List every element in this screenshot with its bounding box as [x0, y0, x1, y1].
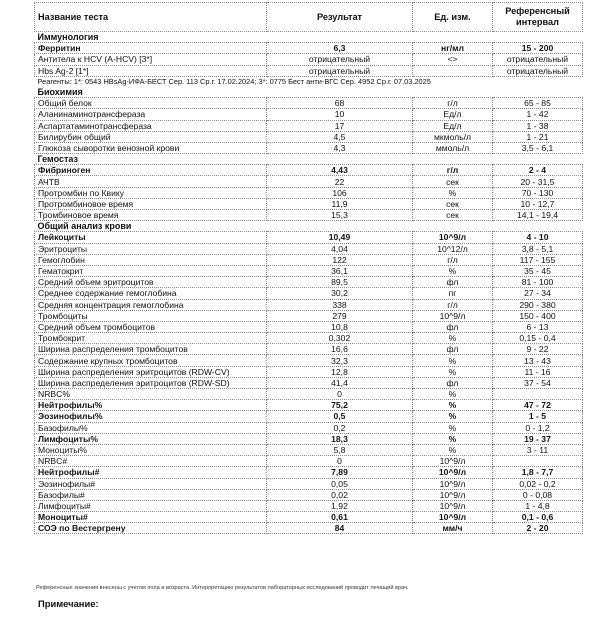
table-row	[35, 321, 583, 332]
cell-reference: 0,02 - 0,2	[493, 478, 583, 489]
table-row	[35, 478, 583, 489]
cell-result: 89,5	[267, 277, 413, 288]
table-row	[35, 187, 583, 198]
cell-test-name: Содержание крупных тромбоцитов	[35, 355, 267, 366]
cell-result: 0,2	[267, 422, 413, 433]
table-row	[35, 467, 583, 478]
table-row	[35, 355, 583, 366]
cell-reference: 3 - 11	[493, 444, 583, 455]
cell-unit: %	[413, 400, 493, 411]
cell-result: 4,43	[267, 165, 413, 176]
cell-reference: 35 - 45	[493, 265, 583, 276]
cell-reference: 1 - 4,8	[493, 500, 583, 511]
table-row	[35, 333, 583, 344]
cell-reference: 14,1 - 19,4	[493, 210, 583, 221]
cell-reference: 6 - 13	[493, 321, 583, 332]
cell-test-name: Лимфоциты%	[35, 433, 267, 444]
cell-reference: 1 - 5	[493, 411, 583, 422]
table-row	[35, 299, 583, 310]
cell-unit: Ед/л	[413, 120, 493, 131]
cell-result: 16,6	[267, 344, 413, 355]
table-row	[35, 400, 583, 411]
cell-test-name: Ширина распределения тромбоцитов	[35, 344, 267, 355]
cell-test-name: Билирубин общий	[35, 131, 267, 142]
table-row	[35, 366, 583, 377]
header-test-name: Название теста	[35, 3, 267, 32]
cell-unit: %	[413, 333, 493, 344]
table-row	[35, 422, 583, 433]
cell-unit: <>	[413, 54, 493, 65]
cell-reference: 4 - 10	[493, 232, 583, 243]
cell-reference: 290 - 380	[493, 299, 583, 310]
cell-reference: 81 - 100	[493, 277, 583, 288]
table-row	[35, 54, 583, 65]
table-row	[35, 254, 583, 265]
cell-test-name: NRBC%	[35, 389, 267, 400]
table-row	[35, 232, 583, 243]
table-row	[35, 243, 583, 254]
cell-unit: 10^9/л	[413, 310, 493, 321]
cell-test-name: Тромбоциты	[35, 310, 267, 321]
cell-unit: г/л	[413, 299, 493, 310]
table-row	[35, 210, 583, 221]
cell-unit: сек	[413, 176, 493, 187]
cell-test-name: Hbs Ag-2 [1*]	[35, 65, 267, 76]
cell-result: 122	[267, 254, 413, 265]
cell-result: 338	[267, 299, 413, 310]
section-row	[35, 87, 583, 98]
remark-label: Примечание:	[38, 598, 99, 609]
cell-test-name: Средний объем тромбоцитов	[35, 321, 267, 332]
cell-result: 10	[267, 109, 413, 120]
table-row	[35, 265, 583, 276]
cell-result: 279	[267, 310, 413, 321]
cell-result: 12,8	[267, 366, 413, 377]
cell-reference: 3,5 - 6,1	[493, 142, 583, 153]
cell-unit: 10^9/л	[413, 489, 493, 500]
cell-reference: отрицательный	[493, 54, 583, 65]
cell-result: 0,05	[267, 478, 413, 489]
cell-result: 36,1	[267, 265, 413, 276]
cell-unit: сек	[413, 198, 493, 209]
cell-result: отрицательный	[267, 54, 413, 65]
table-row	[35, 523, 583, 534]
results-body	[35, 32, 583, 534]
cell-test-name: Тромбокрит	[35, 333, 267, 344]
cell-unit: %	[413, 433, 493, 444]
cell-unit	[413, 65, 493, 76]
cell-test-name: Нейтрофилы%	[35, 400, 267, 411]
cell-unit: 10^9/л	[413, 478, 493, 489]
cell-reference: 2 - 4	[493, 165, 583, 176]
table-row	[35, 109, 583, 120]
section-title: Общий анализ крови	[37, 221, 132, 232]
cell-result: 7,89	[267, 467, 413, 478]
cell-reference: 37 - 54	[493, 377, 583, 388]
cell-test-name: Базофилы#	[35, 489, 267, 500]
cell-result: 0	[267, 456, 413, 467]
reagents-note: Реагенты: 1*: 0543 HBsAg-ИФА-БЕСТ Сер. 113 Ср.г. 17.02.2024; 3*: 0775 Бест анти-ВГС Сер. 4952 Ср.г. 07.03.2025	[37, 76, 431, 86]
cell-unit: %	[413, 422, 493, 433]
cell-result: 0,02	[267, 489, 413, 500]
cell-result: 17	[267, 120, 413, 131]
cell-result: 15,3	[267, 210, 413, 221]
table-row	[35, 344, 583, 355]
cell-reference: 1 - 21	[493, 131, 583, 142]
cell-reference: 1 - 38	[493, 120, 583, 131]
cell-result: 5,8	[267, 444, 413, 455]
cell-reference: 0 - 0,08	[493, 489, 583, 500]
cell-test-name: Лимфоциты#	[35, 500, 267, 511]
cell-reference: 27 - 34	[493, 288, 583, 299]
cell-unit: фл	[413, 277, 493, 288]
cell-reference: 19 - 37	[493, 433, 583, 444]
cell-test-name: NRBC#	[35, 456, 267, 467]
cell-result: 10,8	[267, 321, 413, 332]
table-row	[35, 500, 583, 511]
cell-unit: мм/ч	[413, 523, 493, 534]
section-title: Гемостаз	[37, 154, 78, 165]
cell-test-name: Нейтрофилы#	[35, 467, 267, 478]
cell-result: 30,2	[267, 288, 413, 299]
cell-unit: %	[413, 389, 493, 400]
cell-reference: 13 - 43	[493, 355, 583, 366]
table-row	[35, 310, 583, 321]
cell-test-name: Среднее содержание гемоглобина	[35, 288, 267, 299]
cell-test-name: Лейкоциты	[35, 232, 267, 243]
cell-result: отрицательный	[267, 65, 413, 76]
table-row	[35, 377, 583, 388]
cell-test-name: Ферритин	[35, 43, 267, 54]
section-row	[35, 221, 583, 232]
cell-test-name: Ширина распределения эритроцитов (RDW-SD)	[35, 377, 267, 388]
table-row	[35, 456, 583, 467]
cell-reference: 11 - 16	[493, 366, 583, 377]
cell-test-name: Ширина распределения эритроцитов (RDW-CV)	[35, 366, 267, 377]
cell-test-name: Эозинофилы%	[35, 411, 267, 422]
cell-unit: 10^9/л	[413, 456, 493, 467]
cell-result: 75,2	[267, 400, 413, 411]
cell-reference: 70 - 130	[493, 187, 583, 198]
table-row	[35, 489, 583, 500]
cell-reference: 0,15 - 0,4	[493, 333, 583, 344]
cell-reference: 15 - 200	[493, 43, 583, 54]
cell-test-name: Средняя концентрация гемоглобина	[35, 299, 267, 310]
cell-test-name: Базофилы%	[35, 422, 267, 433]
table-row	[35, 288, 583, 299]
table-row	[35, 176, 583, 187]
cell-result: 0	[267, 389, 413, 400]
table-row	[35, 98, 583, 109]
cell-result: 32,3	[267, 355, 413, 366]
table-row	[35, 43, 583, 54]
table-row	[35, 120, 583, 131]
cell-reference: 10 - 12,7	[493, 198, 583, 209]
cell-test-name: Моноциты%	[35, 444, 267, 455]
cell-result: 41,4	[267, 377, 413, 388]
cell-test-name: Эозинофилы#	[35, 478, 267, 489]
cell-result: 68	[267, 98, 413, 109]
cell-unit: фл	[413, 321, 493, 332]
cell-test-name: Аланинаминотрансфераза	[35, 109, 267, 120]
cell-result: 11,9	[267, 198, 413, 209]
cell-unit: ммоль/л	[413, 142, 493, 153]
cell-test-name: Протромбиновое время	[35, 198, 267, 209]
cell-reference: 150 - 400	[493, 310, 583, 321]
cell-test-name: Аспартатаминотрансфераза	[35, 120, 267, 131]
section-title: Иммунология	[37, 32, 99, 43]
cell-unit: %	[413, 444, 493, 455]
cell-unit: г/л	[413, 98, 493, 109]
cell-unit: фл	[413, 344, 493, 355]
cell-unit: %	[413, 411, 493, 422]
section-row	[35, 32, 583, 43]
cell-reference: отрицательный	[493, 65, 583, 76]
cell-result: 10,49	[267, 232, 413, 243]
cell-result: 4,3	[267, 142, 413, 153]
section-title: Биохимия	[37, 87, 83, 98]
cell-reference: 117 - 155	[493, 254, 583, 265]
cell-test-name: Моноциты#	[35, 512, 267, 523]
cell-unit: нг/мл	[413, 43, 493, 54]
cell-result: 0,61	[267, 512, 413, 523]
table-row	[35, 165, 583, 176]
table-row	[35, 277, 583, 288]
cell-test-name: Гемоглобин	[35, 254, 267, 265]
cell-unit: 10^12/л	[413, 243, 493, 254]
cell-result: 18,3	[267, 433, 413, 444]
cell-reference: 2 - 20	[493, 523, 583, 534]
cell-unit: %	[413, 366, 493, 377]
table-row	[35, 389, 583, 400]
cell-reference: 47 - 72	[493, 400, 583, 411]
table-row	[35, 65, 583, 76]
cell-unit: %	[413, 265, 493, 276]
cell-test-name: Фибриноген	[35, 165, 267, 176]
cell-test-name: Средний объем эритроцитов	[35, 277, 267, 288]
cell-result: 22	[267, 176, 413, 187]
results-table	[34, 2, 583, 534]
cell-unit: фл	[413, 377, 493, 388]
cell-unit: мкмоль/л	[413, 131, 493, 142]
table-row	[35, 433, 583, 444]
cell-reference: 9 - 22	[493, 344, 583, 355]
cell-test-name: Протромбин по Квику	[35, 187, 267, 198]
table-row	[35, 512, 583, 523]
cell-unit: 10^9/л	[413, 512, 493, 523]
cell-result: 4,5	[267, 131, 413, 142]
cell-result: 106	[267, 187, 413, 198]
cell-result: 84	[267, 523, 413, 534]
cell-test-name: Общий белок	[35, 98, 267, 109]
cell-reference: 0,1 - 0,6	[493, 512, 583, 523]
cell-unit: 10^9/л	[413, 232, 493, 243]
cell-unit: пг	[413, 288, 493, 299]
cell-unit: 10^9/л	[413, 500, 493, 511]
cell-reference: 20 - 31,5	[493, 176, 583, 187]
section-row	[35, 154, 583, 165]
header-unit: Ед. изм.	[413, 3, 493, 32]
cell-test-name: Антитела к HCV (A-HCV) [3*]	[35, 54, 267, 65]
cell-reference: 65 - 85	[493, 98, 583, 109]
cell-unit: %	[413, 187, 493, 198]
table-row	[35, 142, 583, 153]
cell-reference: 3,8 - 5,1	[493, 243, 583, 254]
table-row	[35, 131, 583, 142]
cell-unit: г/л	[413, 165, 493, 176]
cell-reference: 1,8 - 7,7	[493, 467, 583, 478]
table-row	[35, 198, 583, 209]
cell-test-name: СОЭ по Вестергрену	[35, 523, 267, 534]
cell-test-name: Гематокрит	[35, 265, 267, 276]
cell-unit: %	[413, 355, 493, 366]
cell-result: 4,04	[267, 243, 413, 254]
cell-result: 0,302	[267, 333, 413, 344]
cell-unit: г/л	[413, 254, 493, 265]
cell-result: 1,92	[267, 500, 413, 511]
cell-reference	[493, 456, 583, 467]
table-row	[35, 411, 583, 422]
table-row	[35, 444, 583, 455]
cell-unit: Ед/л	[413, 109, 493, 120]
cell-result: 0,5	[267, 411, 413, 422]
cell-reference	[493, 389, 583, 400]
cell-unit: сек	[413, 210, 493, 221]
header-row	[35, 3, 583, 32]
cell-test-name: Тромбиновое время	[35, 210, 267, 221]
cell-test-name: Эритроциты	[35, 243, 267, 254]
cell-unit: 10^9/л	[413, 467, 493, 478]
footnote: Референсные значения внесены с учетом пола и возраста. Интерпретацию результатов лабораторных исследований проводит лечащий врач.	[36, 585, 409, 591]
cell-test-name: Глюкоза сыворотки венозной крови	[35, 142, 267, 153]
header-result: Результат	[267, 3, 413, 32]
cell-test-name: АЧТВ	[35, 176, 267, 187]
reagents-row	[35, 76, 583, 87]
cell-reference: 1 - 42	[493, 109, 583, 120]
header-reference: Референсный интервал	[493, 3, 583, 32]
cell-reference: 0 - 1,2	[493, 422, 583, 433]
cell-result: 6,3	[267, 43, 413, 54]
